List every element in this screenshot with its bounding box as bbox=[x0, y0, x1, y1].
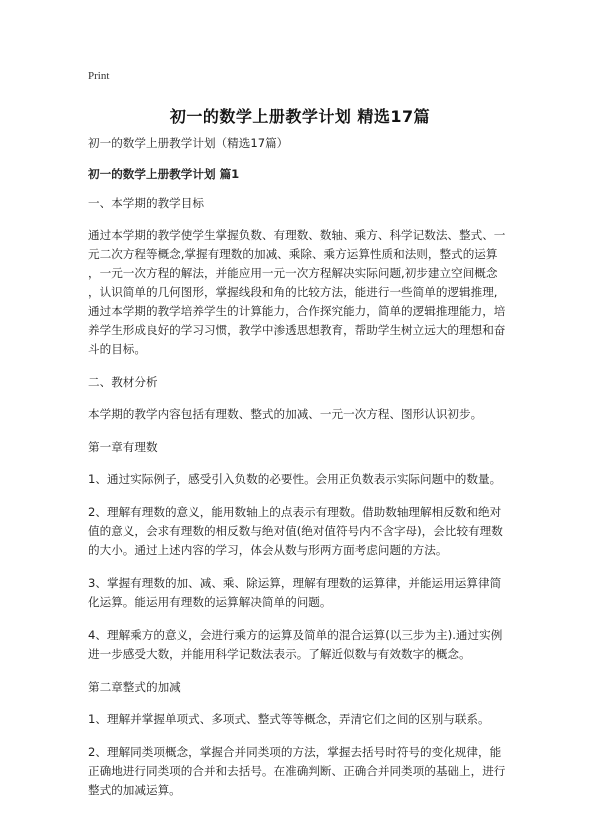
heading-chapter-1: 第一章有理数 bbox=[88, 440, 158, 454]
print-link[interactable]: Print bbox=[88, 70, 110, 82]
text-line: 1、理解并掌握单项式、多项式、整式等等概念，弄清它们之间的区别与联系。 bbox=[88, 712, 490, 726]
text-line: 的大小。通过上述内容的学习，体会从数与形两方面考虑问题的方法。 bbox=[88, 543, 448, 557]
heading-chapter-2: 第二章整式的加减 bbox=[88, 680, 181, 694]
text-line: 1、通过实际例子，感受引入负数的必要性。会用正负数表示实际问题中的数量。 bbox=[88, 472, 502, 486]
text-line: 2、理解同类项概念，掌握合并同类项的方法，掌握去括号时符号的变化规律，能 bbox=[88, 745, 502, 759]
text-line: 正确地进行同类项的合并和去括号。在准确判断、正确合并同类项的基础上，进行 bbox=[88, 764, 506, 778]
paragraph-ch1-item2 bbox=[88, 503, 516, 560]
paragraph-goals bbox=[88, 226, 516, 359]
paragraph-ch1-item3 bbox=[88, 574, 516, 612]
text-line: 4、理解乘方的意义，会进行乘方的运算及简单的混合运算(以三步为主).通过实例 bbox=[88, 628, 503, 642]
heading-teaching-goals: 一、本学期的教学目标 bbox=[88, 196, 204, 210]
paragraph-ch1-item4 bbox=[88, 626, 516, 664]
heading-textbook-analysis: 二、教材分析 bbox=[88, 375, 158, 389]
text-line: ，一元一次方程的解法，并能应用一元一次方程解决实际问题,初步建立空间概念 bbox=[88, 266, 498, 280]
text-line: 通过本学期的教学培养学生的计算能力，合作探究能力，简单的逻辑推理能力，培 bbox=[88, 304, 506, 318]
page-title: 初一的数学上册教学计划 精选17篇 bbox=[169, 107, 431, 126]
document-subtitle: 初一的数学上册教学计划（精选17篇） bbox=[88, 136, 289, 150]
paragraph-ch1-item1 bbox=[88, 470, 516, 489]
text-line: 值的意义，会求有理数的相反数与绝对值(绝对值符号内不含字母)，会比较有理数 bbox=[88, 524, 503, 538]
text-line: ，认识简单的几何图形，掌握线段和角的比较方法，能进行一些简单的逻辑推理, bbox=[88, 285, 498, 299]
section-title: 初一的数学上册教学计划 篇1 bbox=[88, 167, 240, 181]
text-line: 元二次方程等概念,掌握有理数的加减、乘除、乘方运算性质和法则，整式的运算 bbox=[88, 247, 498, 261]
paragraph-ch2-item1 bbox=[88, 710, 516, 729]
paragraph-content-overview bbox=[88, 405, 516, 424]
text-line: 2、理解有理数的意义，能用数轴上的点表示有理数。借助数轴理解相反数和绝对 bbox=[88, 505, 502, 519]
document-body bbox=[88, 134, 516, 814]
text-line: 养学生形成良好的学习习惯，教学中渗透思想教育，帮助学生树立远大的理想和奋 bbox=[88, 323, 506, 337]
text-line: 整式的加减运算。 bbox=[88, 783, 181, 797]
text-line: 斗的目标。 bbox=[88, 342, 146, 356]
text-line: 化运算。能运用有理数的运算解决简单的问题。 bbox=[88, 595, 332, 609]
paragraph-ch2-item2 bbox=[88, 743, 516, 800]
text-line: 3、掌握有理数的加、减、乘、除运算，理解有理数的运算律，并能运用运算律简 bbox=[88, 576, 502, 590]
text-line: 通过本学期的教学使学生掌握负数、有理数、数轴、乘方、科学记数法、整式、一 bbox=[88, 228, 506, 242]
text-line: 本学期的教学内容包括有理数、整式的加减、一元一次方程、图形认识初步。 bbox=[88, 407, 483, 421]
text-line: 进一步感受大数，并能用科学记数法表示。了解近似数与有效数字的概念。 bbox=[88, 647, 471, 661]
